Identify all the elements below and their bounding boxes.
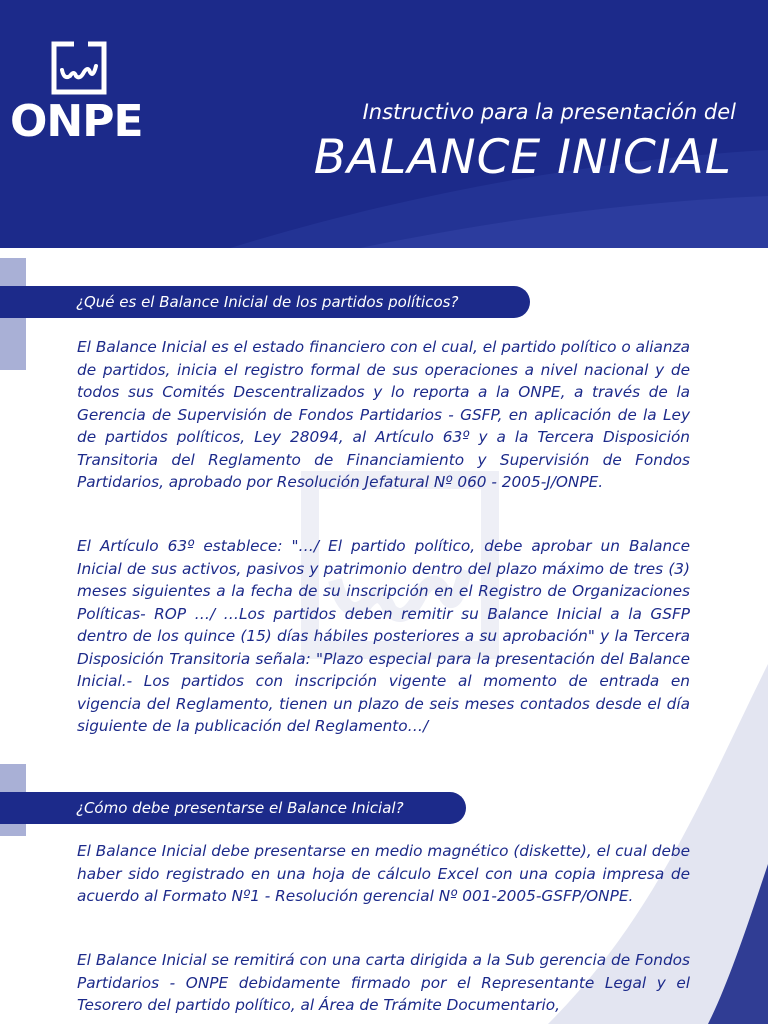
section-heading-text: ¿Cómo debe presentarse el Balance Inicial?	[76, 799, 404, 817]
section-heading-text: ¿Qué es el Balance Inicial de los partidos políticos?	[76, 293, 459, 311]
document-subtitle: Instructivo para la presentación del	[362, 100, 736, 124]
onpe-logo	[10, 40, 150, 150]
logo-text: ONPE	[10, 96, 143, 147]
ballot-hand-icon	[48, 40, 108, 95]
paragraph-4: El Balance Inicial se remitirá con una carta dirigida a la Sub gerencia de Fondos Partidarios - ONPE debidamente firmado por el Representante Legal y el Tesorero del partido político, al Área de Trámite Documentario,	[77, 951, 690, 1014]
paragraph-3: El Balance Inicial debe presentarse en medio magnético (diskette), el cual debe haber sido registrado en una hoja de cálculo Excel con una copia impresa de acuerdo al Formato Nº1 - Resolución gerencial Nº 001-2005-GSFP/ONPE.	[77, 842, 690, 905]
paragraph-1: El Balance Inicial es el estado financiero con el cual, el partido político o alianza de partidos, inicia el registro formal de sus operaciones a nivel nacional y de todos sus Comités Descentralizados y lo reporta a la ONPE, a través de la Gerencia de Supervisión de Fondos Partidarios - GSFP, en aplicación de la Ley de partidos políticos, Ley 28094, al Artículo 63º y a la Tercera Disposición Transitoria del Reglamento de Financiamiento y Supervisión de Fondos Partidarios, aprobado por Resolución Jefatural Nº 060 - 2005-J/ONPE.	[77, 338, 690, 491]
corner-swoosh-decoration	[508, 664, 768, 1024]
paragraph-2: El Artículo 63º establece: "…/ El partido político, debe aprobar un Balance Inicial de sus activos, pasivos y patrimonio dentro del plazo máximo de tres (3) meses siguientes a la fecha de su inscripción en el Registro de Organizaciones Políticas- ROP …/ …Los partidos deben remitir su Balance Inicial a la GSFP dentro de los quince (15) días hábiles posteriores a su aprobación" y la Tercera Disposición Transitoria señala: "Plazo especial para la presentación del Balance Inicial.- Los partidos con inscripción vigente al momento de entrada en vigencia del Reglamento, tienen un plazo de seis meses contados desde el día siguiente de la publicación del Reglamento…/	[77, 537, 690, 735]
section-heading-2	[0, 792, 466, 824]
section-heading-1	[0, 286, 530, 318]
header-banner	[0, 0, 768, 248]
document-title: BALANCE INICIAL	[313, 130, 732, 185]
